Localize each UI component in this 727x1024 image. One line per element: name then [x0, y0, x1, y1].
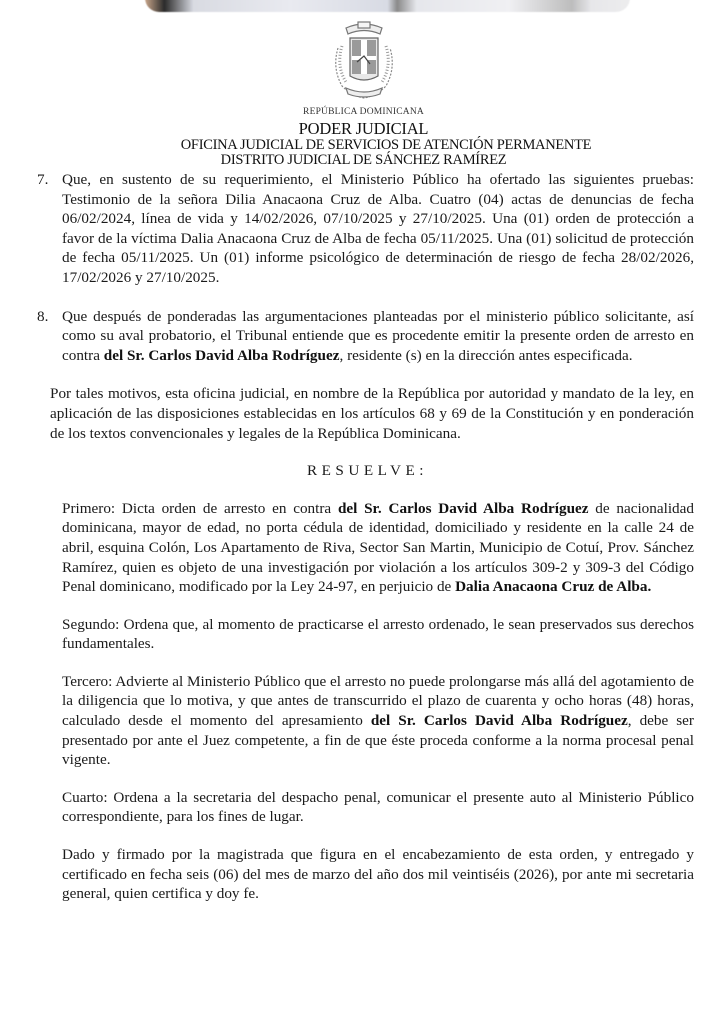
resolution-cuarto: Cuarto: Ordena a la secretaria del despacho penal, comunicar el presente auto al Ministerio Público correspondiente, para los fines de lugar. [62, 788, 694, 826]
motives-paragraph: Por tales motivos, esta oficina judicial, en nombre de la República por autoridad y mandato de la ley, en aplicación de las disposiciones establecidas en los artículos 68 y 69 de la Constitución y en ponderación de los textos convencionales y legales de la República Dominicana. [50, 385, 694, 442]
coat-of-arms-icon [324, 18, 404, 104]
closing-paragraph: Dado y firmado por la magistrada que figura en el encabezamiento de esta orden, y entregado y certificado en fecha seis (06) del mes de marzo del año dos mil veintiséis (2026), por ante mi secretaria general, quien certifica y doy fe. [62, 846, 694, 903]
document-body [0, 170, 727, 904]
resolution-tercero [62, 672, 694, 770]
resolution-text: de nacionalidad dominicana, mayor de edad, no porta cédula de identidad, domiciliado y residente en la calle 24 de abril, esquina Colón, Los Apartamento de Riva, Sector San Martin, Municipio de Cotuí, Prov. Sánchez Ramírez, quien es objeto de una investigación por violación a los artículos 309-2 y 309-3 del Código Penal dominicano, modificado por la Ley 24-97, en perjuicio de [62, 499, 694, 596]
top-photo-strip [145, 0, 630, 12]
resolution-text: Primero: Dicta orden de arresto en contra [62, 499, 338, 517]
resuelve-heading: RESUELVE: [307, 462, 428, 480]
victim-name: Dalia Anacaona Cruz de Alba. [455, 578, 652, 596]
republic-label: REPÚBLICA DOMINICANA [303, 107, 424, 117]
numbered-item-7 [37, 170, 694, 288]
district-title: DISTRITO JUDICIAL DE SÁNCHEZ RAMÍREZ [220, 152, 507, 168]
item-text: Que después de ponderadas las argumentaciones planteadas por el ministerio público solicitante, así como su aval probatorio, el Tribunal entiende que es procedente emitir la presente orden de arresto en contra [62, 307, 694, 364]
resolution-text: Tercero: Advierte al Ministerio Público que el arresto no puede prolongarse más allá del agotamiento de la diligencia que lo motiva, y que antes de transcurrido el plazo de cuarenta y ocho horas (48) horas, calculado desde el momento del apresamiento [62, 672, 694, 730]
institution-title: PODER JUDICIAL [298, 119, 429, 138]
item-text: , residente (s) en la dirección antes especificada. [339, 346, 633, 364]
numbered-item-8 [37, 307, 694, 366]
item-text: Que, en sustento de su requerimiento, el Ministerio Público ha ofertado las siguientes pruebas: Testimonio de la señora Dilia Anacaona Cruz de Alba. Cuatro (04) actas de denuncias de fecha 06/02/2024, línea de vida y 14/02/2026, 07/10/2025 y 27/10/2025. Una (01) orden de protección a favor de la víctima Dalia Anacaona Cruz de Alba de fecha 05/11/2025. Una (01) solicitud de protección de fecha 05/11/2025. Un (01) informe psicológico de determinación de riesgo de fecha 28/02/2026, 17/02/2026 y 27/10/2025. [62, 171, 694, 286]
defendant-name: del Sr. Carlos David Alba Rodríguez [103, 346, 340, 364]
defendant-name: del Sr. Carlos David Alba Rodríguez [337, 499, 589, 517]
item-number: 8. [37, 307, 49, 325]
item-number: 7. [37, 171, 49, 188]
resolution-segundo: Segundo: Ordena que, al momento de practicarse el arresto ordenado, le sean preservados sus derechos fundamentales. [62, 615, 694, 653]
resolution-primero [62, 499, 694, 597]
office-title: OFICINA JUDICIAL DE SERVICIOS DE ATENCIÓN PERMANENTE [180, 137, 592, 153]
resolution-text: , debe ser presentado por ante el Juez competente, a fin de que éste proceda conforme a la norma procesal penal vigente. [62, 712, 694, 769]
document-header [0, 18, 727, 168]
defendant-name: del Sr. Carlos David Alba Rodríguez [370, 712, 628, 730]
